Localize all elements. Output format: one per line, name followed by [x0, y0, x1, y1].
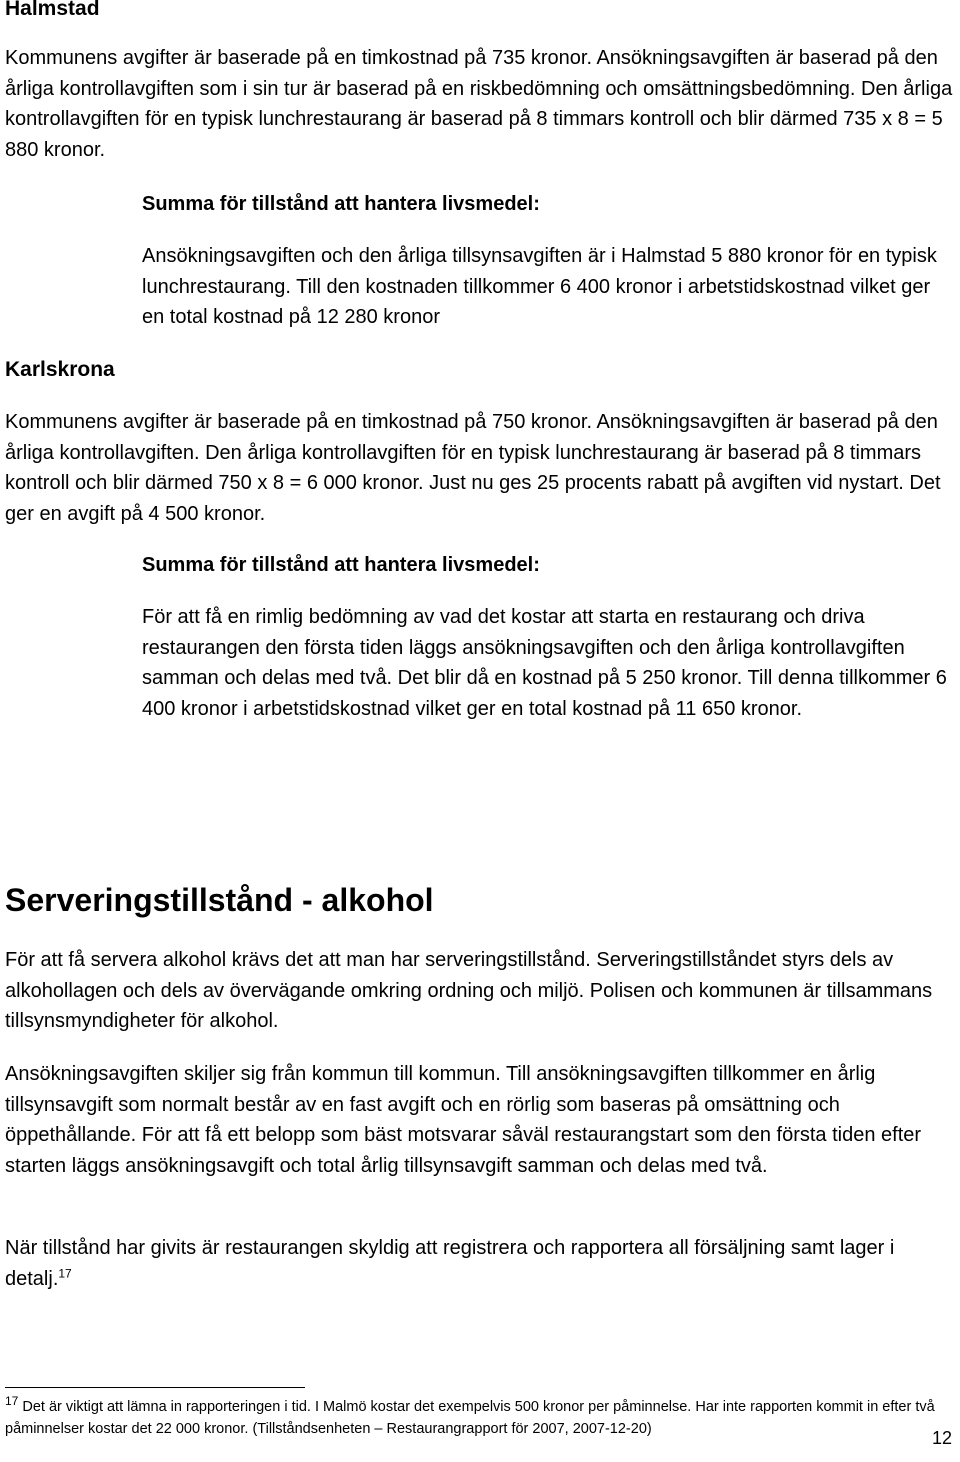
- karlskrona-summary-heading: Summa för tillstånd att hantera livsmedel:: [142, 554, 540, 576]
- alcohol-paragraph-2: Ansökningsavgiften skiljer sig från kommun till kommun. Till ansökningsavgiften tillkommer en årlig tillsynsavgift som normalt består av en fast avgift och en rörlig som baseras på omsättning och öppethållande. För att få ett belopp som bäst motsvarar såväl restaurangstart som den första tiden efter starten läggs ansökningsavgift och total årlig tillsynsavgift samman och delas med två.: [5, 1063, 922, 1177]
- footnote: [5, 1396, 955, 1440]
- footnote-reference[interactable]: 17: [58, 1265, 72, 1280]
- heading-karlskrona: Karlskrona: [5, 358, 115, 381]
- alcohol-paragraph-3-text: När tillstånd har givits är restaurangen skyldig att registrera och rapportera all försäljning samt lager i detalj.: [5, 1237, 895, 1290]
- section-heading-alcohol: Serveringstillstånd - alkohol: [5, 882, 434, 918]
- heading-halmstad: Halmstad: [5, 0, 100, 20]
- halmstad-summary-heading: Summa för tillstånd att hantera livsmedel:: [142, 193, 540, 215]
- karlskrona-summary-paragraph: För att få en rimlig bedömning av vad det kostar att starta en restaurang och driva restaurangen den första tiden läggs ansökningsavgiften och den årliga kontrollavgiften samman och delas med två. Det blir då en kostnad på 5 250 kronor. Till denna tillkommer 6 400 kronor i arbetstidskostnad vilket ger en total kostnad på 11 650 kronor.: [142, 606, 947, 720]
- alcohol-paragraph-1: För att få servera alkohol krävs det att man har serveringstillstånd. Serveringstillståndet styrs dels av alkohollagen och dels av övervägande omkring ordning och miljö. Polisen och kommunen är tillsammans tillsynsmyndigheter för alkohol.: [5, 949, 933, 1032]
- karlskrona-intro-paragraph: Kommunens avgifter är baserade på en timkostnad på 750 kronor. Ansökningsavgiften är baserad på den årliga kontrollavgiften. Den årliga kontrollavgiften för en typisk lunchrestaurang är baserad på 8 timmars kontroll och blir därmed 750 x 8 = 6 000 kronor. Just nu ges 25 procents rabatt på avgiften vid nystart. Det ger en avgift på 4 500 kronor.: [5, 411, 941, 525]
- page-number: 12: [931, 1428, 952, 1448]
- alcohol-paragraph-3: [5, 1233, 953, 1294]
- footnote-text: Det är viktigt att lämna in rapporteringen i tid. I Malmö kostar det exempelvis 500 kronor per påminnelse. Har inte rapporten kommit in efter två påminnelser kostar det 22 000 kronor. (Tillståndsenheten – Restaurangrapport för 2007, 2007-12-20): [5, 1399, 935, 1437]
- footnote-number: 17: [5, 1394, 19, 1409]
- footnote-divider: [5, 1387, 305, 1388]
- halmstad-intro-paragraph: Kommunens avgifter är baserade på en timkostnad på 735 kronor. Ansökningsavgiften är baserad på den årliga kontrollavgiften som i sin tur är baserad på en riskbedömning och omsättningsbedömning. Den årliga kontrollavgiften för en typisk lunchrestaurang är baserad på 8 timmars kontroll och blir därmed 735 x 8 = 5 880 kronor.: [5, 47, 953, 161]
- halmstad-summary-paragraph: Ansökningsavgiften och den årliga tillsynsavgiften är i Halmstad 5 880 kronor för en typisk lunchrestaurang. Till den kostnaden tillkommer 6 400 kronor i arbetstidskostnad vilket ger en total kostnad på 12 280 kronor: [142, 245, 937, 328]
